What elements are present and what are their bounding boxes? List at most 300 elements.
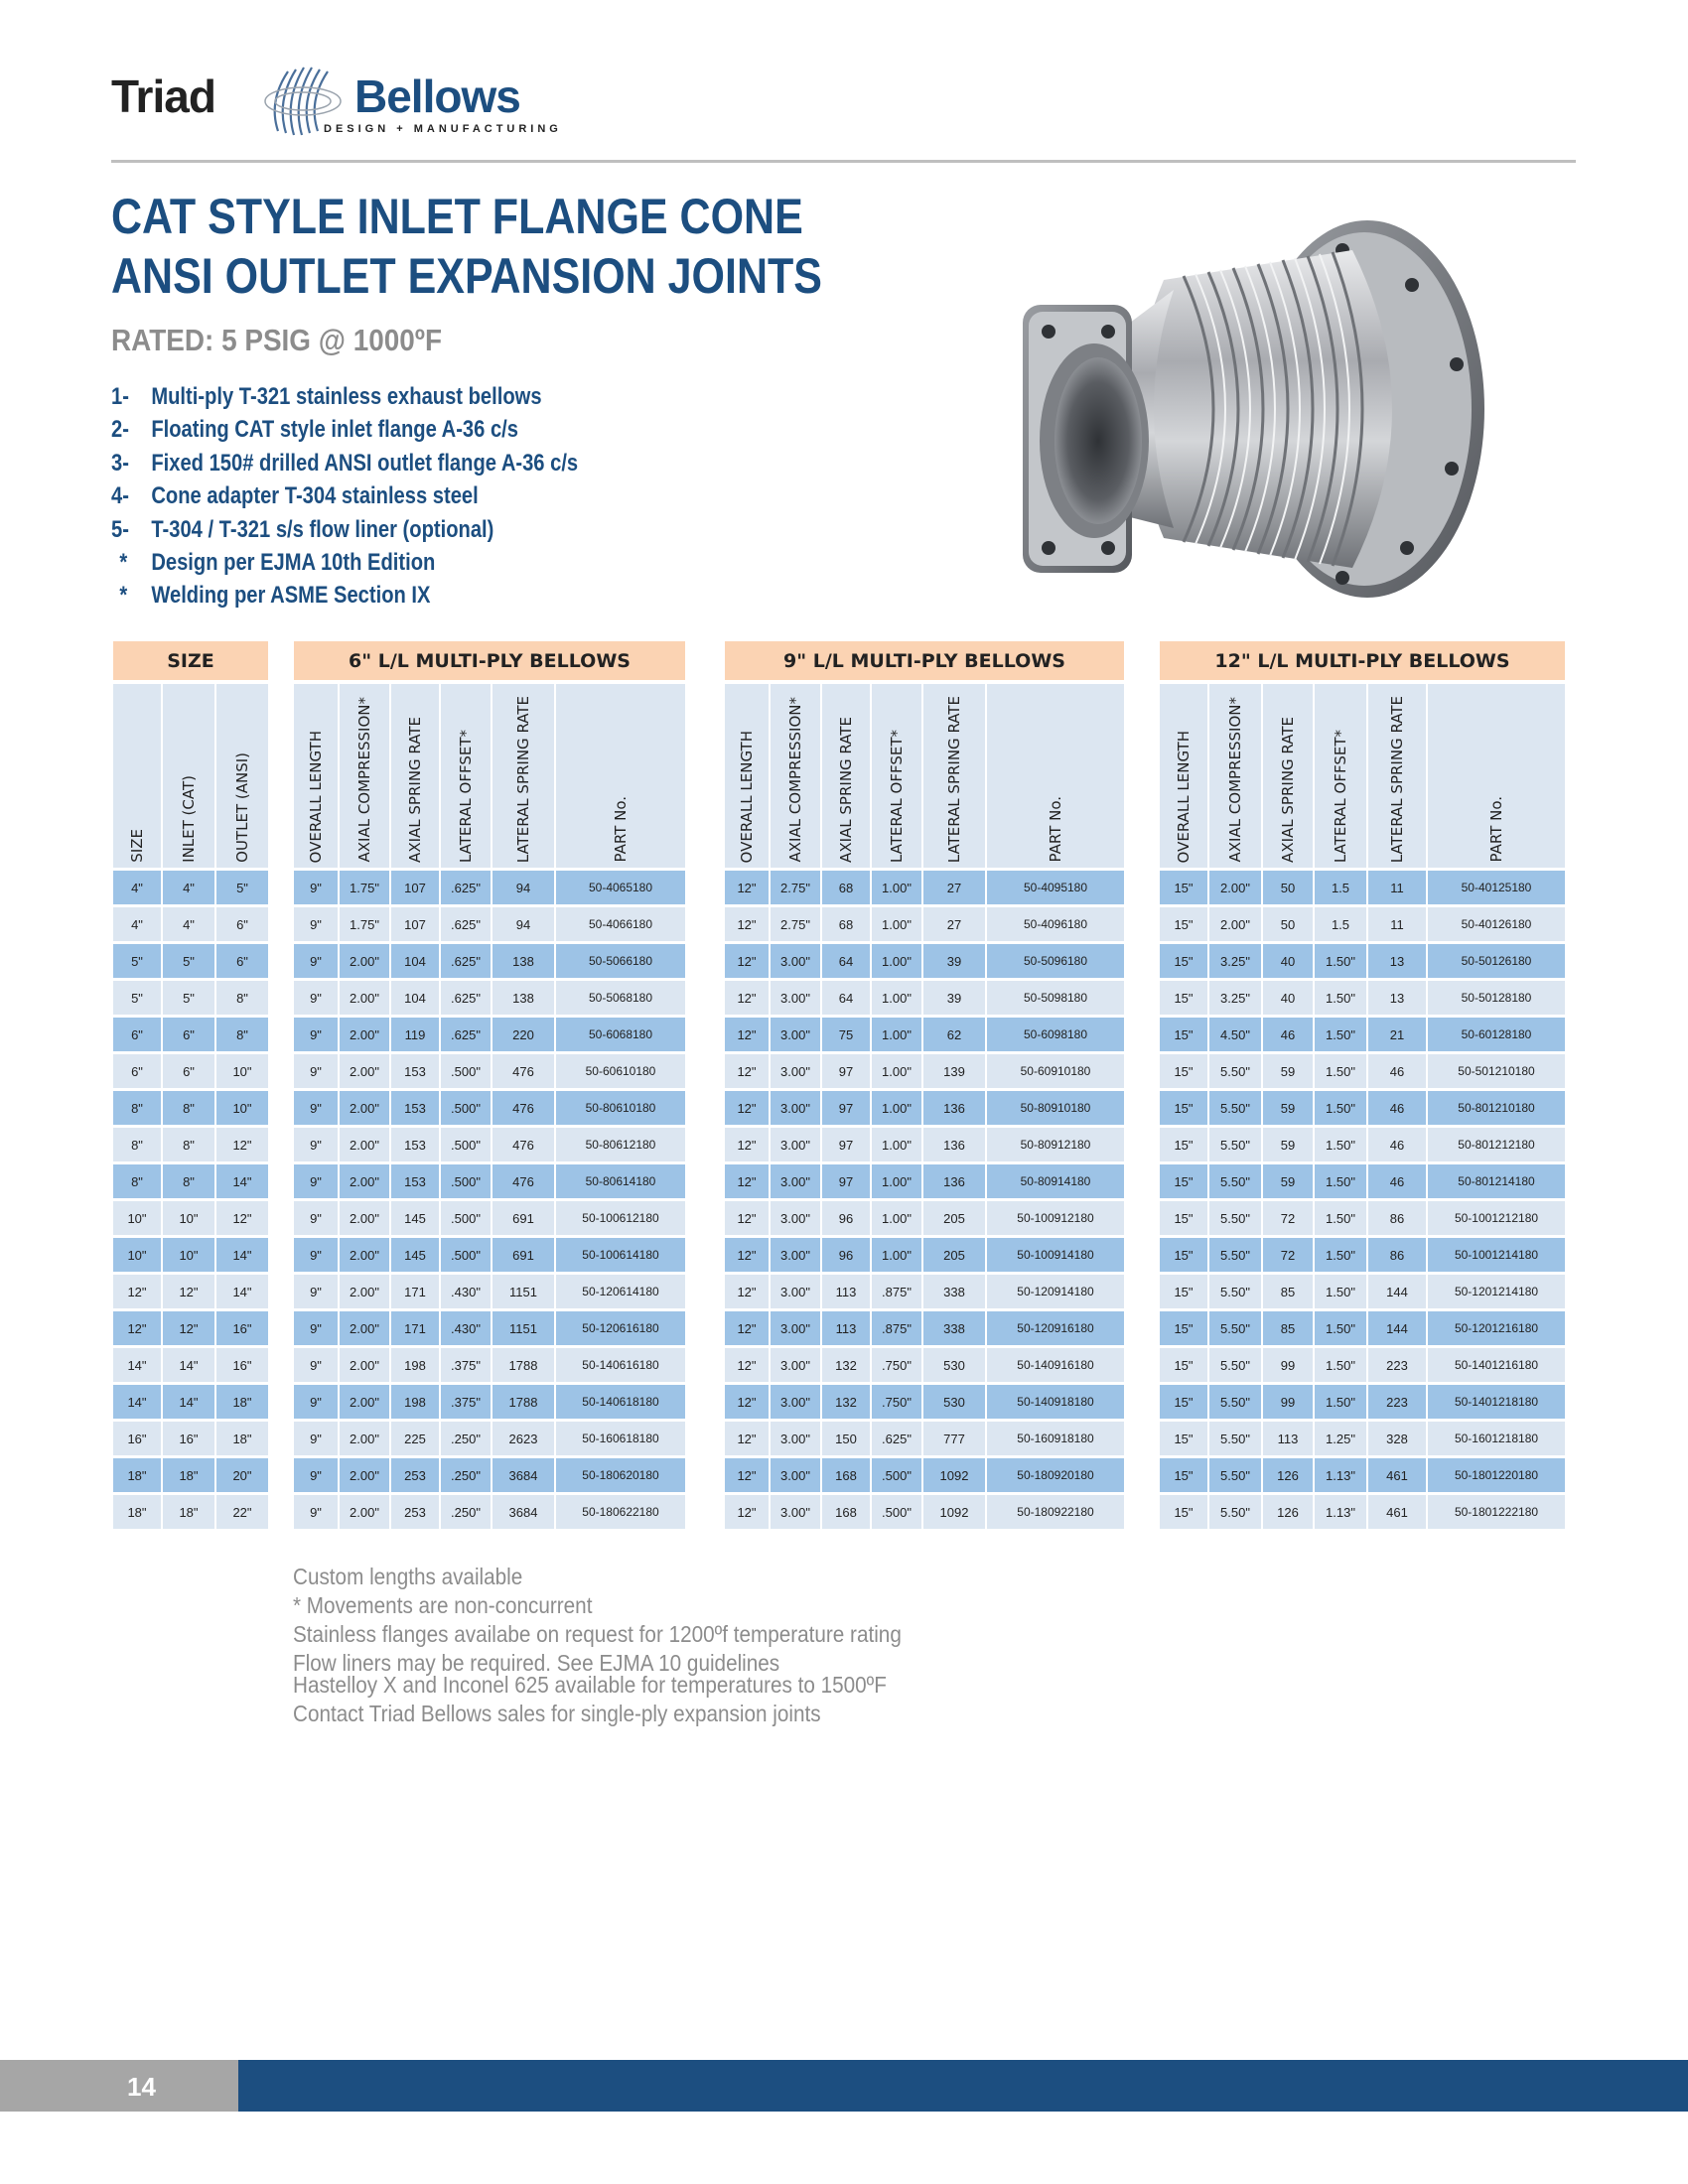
table-cell: 50-1601218180 bbox=[1428, 1419, 1565, 1455]
table-cell: 50-80612180 bbox=[556, 1125, 685, 1161]
feature-number: 2- bbox=[111, 416, 129, 444]
table-cell: 12" bbox=[725, 1015, 769, 1051]
feature-item bbox=[111, 416, 578, 449]
table-cell: 50-1001212180 bbox=[1428, 1198, 1565, 1235]
table-cell: 12" bbox=[725, 1125, 769, 1161]
table-cell: .250" bbox=[441, 1492, 491, 1529]
header-text: OUTLET (ANSI) bbox=[233, 752, 251, 863]
table-cell: 15" bbox=[1160, 1419, 1207, 1455]
table-cell: 2.00" bbox=[340, 1308, 389, 1345]
col-header-part-no bbox=[556, 680, 685, 868]
table-cell: 2.00" bbox=[340, 1492, 389, 1529]
table-cell: 50-1401218180 bbox=[1428, 1382, 1565, 1419]
feature-item bbox=[111, 549, 578, 582]
table-cell: 50-100614180 bbox=[556, 1235, 685, 1272]
table-cell: 12" bbox=[113, 1308, 161, 1345]
table-cell: 5.50" bbox=[1209, 1382, 1261, 1419]
table-cell: 14" bbox=[216, 1235, 268, 1272]
table-cell: 171 bbox=[391, 1308, 439, 1345]
table-cell: .500" bbox=[441, 1198, 491, 1235]
table-row bbox=[294, 1015, 685, 1051]
table-cell: 50-80910180 bbox=[987, 1088, 1124, 1125]
table-cell: 3.00" bbox=[771, 1345, 820, 1382]
header-text: LATERAL OFFSET* bbox=[457, 729, 475, 863]
table-cell: 1788 bbox=[492, 1345, 554, 1382]
table-row bbox=[725, 904, 1124, 941]
col-header-overall-length bbox=[1160, 680, 1207, 868]
table-cell: 2.00" bbox=[340, 1455, 389, 1492]
table-cell: 50-4066180 bbox=[556, 904, 685, 941]
footnote: Stainless flanges availabe on request for 1200ºf temperature rating bbox=[293, 1621, 902, 1647]
feature-list bbox=[111, 383, 667, 615]
table-row bbox=[294, 1125, 685, 1161]
table-cell: 223 bbox=[1368, 1345, 1426, 1382]
table-cell: 1.00" bbox=[872, 1088, 921, 1125]
table-cell: 50 bbox=[1263, 868, 1313, 904]
table-cell: 46 bbox=[1368, 1161, 1426, 1198]
table-cell: 1151 bbox=[492, 1308, 554, 1345]
table-cell: 50-120914180 bbox=[987, 1272, 1124, 1308]
table-cell: 15" bbox=[1160, 1198, 1207, 1235]
table-cell: .750" bbox=[872, 1382, 921, 1419]
table-cell: 5.50" bbox=[1209, 1088, 1261, 1125]
table-row bbox=[294, 941, 685, 978]
table-cell: 1.00" bbox=[872, 868, 921, 904]
table-row bbox=[113, 1419, 268, 1455]
table-row bbox=[1160, 904, 1565, 941]
table-cell: 138 bbox=[492, 978, 554, 1015]
table-cell: 50-180620180 bbox=[556, 1455, 685, 1492]
table-cell: 12" bbox=[725, 1419, 769, 1455]
table-cell: 1.50" bbox=[1315, 1272, 1366, 1308]
table-row bbox=[294, 1382, 685, 1419]
table-cell: 2.00" bbox=[340, 941, 389, 978]
table-cell: 5.50" bbox=[1209, 1125, 1261, 1161]
table-cell: 8" bbox=[216, 978, 268, 1015]
header-text: LATERAL OFFSET* bbox=[888, 729, 906, 863]
table-cell: 50-140616180 bbox=[556, 1345, 685, 1382]
table-cell: 5.50" bbox=[1209, 1051, 1261, 1088]
table-cell: 18" bbox=[216, 1419, 268, 1455]
table-row bbox=[294, 978, 685, 1015]
table-cell: 2.75" bbox=[771, 868, 820, 904]
table-row bbox=[294, 1455, 685, 1492]
table-cell: 9" bbox=[294, 868, 338, 904]
table-cell: .625" bbox=[441, 941, 491, 978]
table-cell: 50-6068180 bbox=[556, 1015, 685, 1051]
table-cell: 145 bbox=[391, 1198, 439, 1235]
table-row bbox=[725, 1051, 1124, 1088]
table-cell: .430" bbox=[441, 1272, 491, 1308]
table-cell: 3.00" bbox=[771, 1419, 820, 1455]
feature-item bbox=[111, 383, 578, 416]
table-row bbox=[725, 1235, 1124, 1272]
table-cell: 338 bbox=[923, 1308, 985, 1345]
table-cell: 6" bbox=[163, 1051, 214, 1088]
header-text: AXIAL SPRING RATE bbox=[1279, 717, 1297, 863]
table-cell: .250" bbox=[441, 1419, 491, 1455]
table-cell: 50-120916180 bbox=[987, 1308, 1124, 1345]
bellows-9-table-body bbox=[725, 868, 1124, 1529]
table-row bbox=[1160, 1125, 1565, 1161]
col-header-lateral-spring-rate bbox=[1368, 680, 1426, 868]
footnote: * Movements are non-concurrent bbox=[293, 1592, 593, 1618]
bellows-6-group-header: 6" L/L MULTI-PLY BELLOWS bbox=[294, 641, 685, 680]
table-cell: 96 bbox=[822, 1235, 870, 1272]
table-row bbox=[113, 1015, 268, 1051]
table-cell: 15" bbox=[1160, 1272, 1207, 1308]
table-cell: 99 bbox=[1263, 1382, 1313, 1419]
table-cell: 3.00" bbox=[771, 978, 820, 1015]
table-cell: 18" bbox=[216, 1382, 268, 1419]
table-cell: .500" bbox=[441, 1235, 491, 1272]
table-row bbox=[113, 1198, 268, 1235]
table-row bbox=[294, 1235, 685, 1272]
table-cell: 94 bbox=[492, 904, 554, 941]
table-cell: 2.00" bbox=[340, 1161, 389, 1198]
table-cell: 1092 bbox=[923, 1455, 985, 1492]
table-cell: 1.00" bbox=[872, 904, 921, 941]
table-cell: 5.50" bbox=[1209, 1345, 1261, 1382]
table-cell: .500" bbox=[441, 1088, 491, 1125]
col-header-lateral-spring-rate bbox=[923, 680, 985, 868]
footer-bar-blue bbox=[238, 2060, 1688, 2112]
table-cell: 22" bbox=[216, 1492, 268, 1529]
table-cell: 50-180922180 bbox=[987, 1492, 1124, 1529]
table-cell: 8" bbox=[163, 1161, 214, 1198]
table-row bbox=[1160, 1088, 1565, 1125]
col-header-part-no bbox=[1428, 680, 1565, 868]
table-cell: 10" bbox=[216, 1088, 268, 1125]
table-row bbox=[725, 1198, 1124, 1235]
table-cell: 50-501210180 bbox=[1428, 1051, 1565, 1088]
header-text: LATERAL OFFSET* bbox=[1332, 729, 1349, 863]
table-cell: 50-4065180 bbox=[556, 868, 685, 904]
footnote: Flow liners may be required. See EJMA 10 guidelines bbox=[293, 1650, 780, 1676]
table-cell: 50-80912180 bbox=[987, 1125, 1124, 1161]
table-cell: 50-180622180 bbox=[556, 1492, 685, 1529]
table-row bbox=[1160, 868, 1565, 904]
table-cell: 1.50" bbox=[1315, 1051, 1366, 1088]
table-cell: 220 bbox=[492, 1015, 554, 1051]
col-header-axial-spring-rate bbox=[1263, 680, 1313, 868]
col-header-outlet bbox=[216, 680, 268, 868]
table-cell: 12" bbox=[216, 1198, 268, 1235]
table-cell: 139 bbox=[923, 1051, 985, 1088]
header-text: SIZE bbox=[128, 829, 146, 863]
table-cell: 9" bbox=[294, 1235, 338, 1272]
table-cell: 138 bbox=[492, 941, 554, 978]
table-cell: 50-6098180 bbox=[987, 1015, 1124, 1051]
table-cell: 2.00" bbox=[340, 1051, 389, 1088]
table-cell: .500" bbox=[441, 1161, 491, 1198]
header-text: AXIAL COMPRESSION* bbox=[786, 697, 804, 863]
feature-number: 5- bbox=[111, 515, 129, 543]
table-cell: 12" bbox=[725, 1492, 769, 1529]
table-cell: 15" bbox=[1160, 1051, 1207, 1088]
table-cell: .625" bbox=[872, 1419, 921, 1455]
title-line-1: CAT STYLE INLET FLANGE CONE bbox=[111, 189, 803, 244]
table-cell: 198 bbox=[391, 1382, 439, 1419]
table-cell: 46 bbox=[1368, 1088, 1426, 1125]
table-cell: .875" bbox=[872, 1272, 921, 1308]
page-number: 14 bbox=[127, 2072, 156, 2102]
feature-text: Design per EJMA 10th Edition bbox=[151, 548, 436, 576]
brand-name-right: Bellows bbox=[354, 70, 520, 122]
table-cell: 3684 bbox=[492, 1492, 554, 1529]
table-row bbox=[113, 1455, 268, 1492]
header-text: OVERALL LENGTH bbox=[307, 730, 325, 863]
table-cell: 5.50" bbox=[1209, 1308, 1261, 1345]
table-cell: .375" bbox=[441, 1345, 491, 1382]
table-cell: 12" bbox=[725, 1088, 769, 1125]
table-row bbox=[294, 1345, 685, 1382]
table-row bbox=[113, 868, 268, 904]
table-cell: 4" bbox=[113, 904, 161, 941]
size-group-header: SIZE bbox=[113, 641, 268, 680]
table-cell: 9" bbox=[294, 1125, 338, 1161]
table-row bbox=[294, 868, 685, 904]
table-cell: 461 bbox=[1368, 1455, 1426, 1492]
table-row bbox=[1160, 1419, 1565, 1455]
table-cell: 107 bbox=[391, 868, 439, 904]
table-cell: 2.00" bbox=[340, 1088, 389, 1125]
table-cell: 253 bbox=[391, 1455, 439, 1492]
table-cell: 50-4095180 bbox=[987, 868, 1124, 904]
table-cell: 6" bbox=[216, 941, 268, 978]
table-cell: 50-1401216180 bbox=[1428, 1345, 1565, 1382]
table-cell: 15" bbox=[1160, 868, 1207, 904]
table-cell: 68 bbox=[822, 904, 870, 941]
table-cell: 168 bbox=[822, 1455, 870, 1492]
table-cell: 10" bbox=[216, 1051, 268, 1088]
table-row bbox=[113, 904, 268, 941]
table-cell: 1.00" bbox=[872, 1125, 921, 1161]
table-cell: .875" bbox=[872, 1308, 921, 1345]
table-cell: 2.00" bbox=[1209, 904, 1261, 941]
table-cell: 18" bbox=[163, 1455, 214, 1492]
table-cell: 12" bbox=[725, 1161, 769, 1198]
table-cell: 9" bbox=[294, 1088, 338, 1125]
table-row bbox=[113, 1051, 268, 1088]
table-row bbox=[294, 1198, 685, 1235]
table-cell: 1.50" bbox=[1315, 1161, 1366, 1198]
table-cell: 50-120614180 bbox=[556, 1272, 685, 1308]
table-cell: 5.50" bbox=[1209, 1455, 1261, 1492]
table-cell: 530 bbox=[923, 1382, 985, 1419]
table-cell: 6" bbox=[113, 1051, 161, 1088]
table-cell: 18" bbox=[113, 1492, 161, 1529]
table-cell: 11 bbox=[1368, 904, 1426, 941]
table-cell: 5" bbox=[163, 978, 214, 1015]
table-cell: 5.50" bbox=[1209, 1272, 1261, 1308]
table-cell: .750" bbox=[872, 1345, 921, 1382]
table-cell: 5" bbox=[163, 941, 214, 978]
table-cell: 12" bbox=[725, 1272, 769, 1308]
table-row bbox=[725, 1345, 1124, 1382]
col-header-axial-spring-rate bbox=[391, 680, 439, 868]
table-cell: 153 bbox=[391, 1088, 439, 1125]
table-cell: 50-60610180 bbox=[556, 1051, 685, 1088]
table-cell: 50-5096180 bbox=[987, 941, 1124, 978]
table-cell: 2.00" bbox=[1209, 868, 1261, 904]
table-cell: 5.50" bbox=[1209, 1161, 1261, 1198]
table-cell: 1.00" bbox=[872, 1161, 921, 1198]
table-cell: 12" bbox=[725, 1308, 769, 1345]
table-cell: 59 bbox=[1263, 1125, 1313, 1161]
bellows-12-table-body bbox=[1160, 868, 1565, 1529]
table-cell: 1.5 bbox=[1315, 868, 1366, 904]
table-cell: 16" bbox=[216, 1345, 268, 1382]
table-cell: 530 bbox=[923, 1345, 985, 1382]
col-header-axial-spring-rate bbox=[822, 680, 870, 868]
table-cell: 14" bbox=[163, 1382, 214, 1419]
table-row bbox=[294, 1308, 685, 1345]
table-cell: 50-1201214180 bbox=[1428, 1272, 1565, 1308]
table-cell: 4.50" bbox=[1209, 1015, 1261, 1051]
table-cell: 8" bbox=[113, 1088, 161, 1125]
table-cell: 12" bbox=[725, 1051, 769, 1088]
bellows-9-group-header: 9" L/L MULTI-PLY BELLOWS bbox=[725, 641, 1124, 680]
table-cell: 14" bbox=[113, 1382, 161, 1419]
table-cell: 50-140918180 bbox=[987, 1382, 1124, 1419]
table-cell: 2.00" bbox=[340, 1272, 389, 1308]
feature-text: T-304 / T-321 s/s flow liner (optional) bbox=[151, 515, 494, 543]
table-cell: 205 bbox=[923, 1235, 985, 1272]
table-cell: 1.00" bbox=[872, 1051, 921, 1088]
table-cell: 15" bbox=[1160, 978, 1207, 1015]
table-cell: 64 bbox=[822, 978, 870, 1015]
table-cell: .625" bbox=[441, 868, 491, 904]
table-row bbox=[725, 1125, 1124, 1161]
table-cell: 15" bbox=[1160, 1235, 1207, 1272]
table-row bbox=[113, 1382, 268, 1419]
col-header-inlet bbox=[163, 680, 214, 868]
table-cell: 62 bbox=[923, 1015, 985, 1051]
bellows-6-table bbox=[292, 641, 687, 1529]
table-cell: 97 bbox=[822, 1161, 870, 1198]
bellows-9-table bbox=[723, 641, 1126, 1529]
table-cell: 144 bbox=[1368, 1308, 1426, 1345]
table-cell: 40 bbox=[1263, 941, 1313, 978]
feature-item bbox=[111, 516, 578, 549]
table-cell: 50-5068180 bbox=[556, 978, 685, 1015]
table-cell: 9" bbox=[294, 904, 338, 941]
table-cell: 1.50" bbox=[1315, 1235, 1366, 1272]
table-cell: 3.00" bbox=[771, 1308, 820, 1345]
table-cell: 3684 bbox=[492, 1455, 554, 1492]
table-cell: 50-60910180 bbox=[987, 1051, 1124, 1088]
table-cell: 27 bbox=[923, 868, 985, 904]
table-cell: 1.00" bbox=[872, 1235, 921, 1272]
table-cell: 12" bbox=[725, 1455, 769, 1492]
table-cell: 99 bbox=[1263, 1345, 1313, 1382]
table-cell: 12" bbox=[113, 1272, 161, 1308]
table-cell: 3.00" bbox=[771, 1161, 820, 1198]
table-cell: 10" bbox=[163, 1198, 214, 1235]
table-cell: 10" bbox=[113, 1235, 161, 1272]
feature-text: Multi-ply T-321 stainless exhaust bellows bbox=[151, 383, 542, 410]
feature-number: 1- bbox=[111, 383, 129, 410]
table-cell: 9" bbox=[294, 1492, 338, 1529]
col-header-part-no bbox=[987, 680, 1124, 868]
header-text: AXIAL SPRING RATE bbox=[837, 717, 855, 863]
table-cell: 97 bbox=[822, 1125, 870, 1161]
table-cell: 136 bbox=[923, 1088, 985, 1125]
table-cell: 50-140916180 bbox=[987, 1345, 1124, 1382]
table-cell: .625" bbox=[441, 1015, 491, 1051]
bellows-12-group-header: 12" L/L MULTI-PLY BELLOWS bbox=[1160, 641, 1565, 680]
table-row bbox=[725, 941, 1124, 978]
table-cell: 50-180920180 bbox=[987, 1455, 1124, 1492]
footnote: Contact Triad Bellows sales for single-ply expansion joints bbox=[293, 1701, 821, 1726]
table-row bbox=[294, 1492, 685, 1529]
table-cell: 8" bbox=[163, 1088, 214, 1125]
table-cell: 1.50" bbox=[1315, 978, 1366, 1015]
table-cell: 6" bbox=[163, 1015, 214, 1051]
table-cell: 2.00" bbox=[340, 1382, 389, 1419]
table-row bbox=[1160, 1345, 1565, 1382]
table-cell: 136 bbox=[923, 1125, 985, 1161]
table-cell: .500" bbox=[441, 1051, 491, 1088]
table-row bbox=[725, 1455, 1124, 1492]
bellows-6-table-body bbox=[294, 868, 685, 1529]
feature-item bbox=[111, 482, 578, 515]
table-cell: 72 bbox=[1263, 1235, 1313, 1272]
table-cell: 27 bbox=[923, 904, 985, 941]
table-cell: 9" bbox=[294, 941, 338, 978]
table-row bbox=[725, 1492, 1124, 1529]
table-cell: 476 bbox=[492, 1125, 554, 1161]
table-cell: 104 bbox=[391, 941, 439, 978]
col-header-overall-length bbox=[725, 680, 769, 868]
table-cell: 12" bbox=[725, 1235, 769, 1272]
table-cell: 1151 bbox=[492, 1272, 554, 1308]
table-row bbox=[294, 904, 685, 941]
table-row bbox=[1160, 1161, 1565, 1198]
table-cell: 1788 bbox=[492, 1382, 554, 1419]
table-cell: 3.00" bbox=[771, 1235, 820, 1272]
table-cell: 107 bbox=[391, 904, 439, 941]
col-header-axial-compression bbox=[771, 680, 820, 868]
table-row bbox=[113, 1308, 268, 1345]
feature-text: Cone adapter T-304 stainless steel bbox=[151, 482, 479, 510]
table-cell: 2.00" bbox=[340, 978, 389, 1015]
header-text: PART No. bbox=[1487, 796, 1505, 863]
table-cell: 691 bbox=[492, 1198, 554, 1235]
table-cell: 223 bbox=[1368, 1382, 1426, 1419]
header-text: AXIAL COMPRESSION* bbox=[355, 697, 373, 863]
table-cell: 777 bbox=[923, 1419, 985, 1455]
table-cell: 1.00" bbox=[872, 941, 921, 978]
table-cell: 9" bbox=[294, 1015, 338, 1051]
table-row bbox=[1160, 1051, 1565, 1088]
table-cell: 64 bbox=[822, 941, 870, 978]
title-line-2: ANSI OUTLET EXPANSION JOINTS bbox=[111, 248, 822, 304]
col-header-size bbox=[113, 680, 161, 868]
table-cell: 12" bbox=[725, 1382, 769, 1419]
col-header-lateral-offset bbox=[1315, 680, 1366, 868]
table-cell: 12" bbox=[725, 868, 769, 904]
table-cell: 1.00" bbox=[872, 978, 921, 1015]
table-cell: 50-4096180 bbox=[987, 904, 1124, 941]
table-cell: 50-80614180 bbox=[556, 1161, 685, 1198]
table-cell: 3.00" bbox=[771, 1455, 820, 1492]
table-cell: 253 bbox=[391, 1492, 439, 1529]
feature-item bbox=[111, 450, 578, 482]
table-cell: 168 bbox=[822, 1492, 870, 1529]
table-cell: 10" bbox=[113, 1198, 161, 1235]
